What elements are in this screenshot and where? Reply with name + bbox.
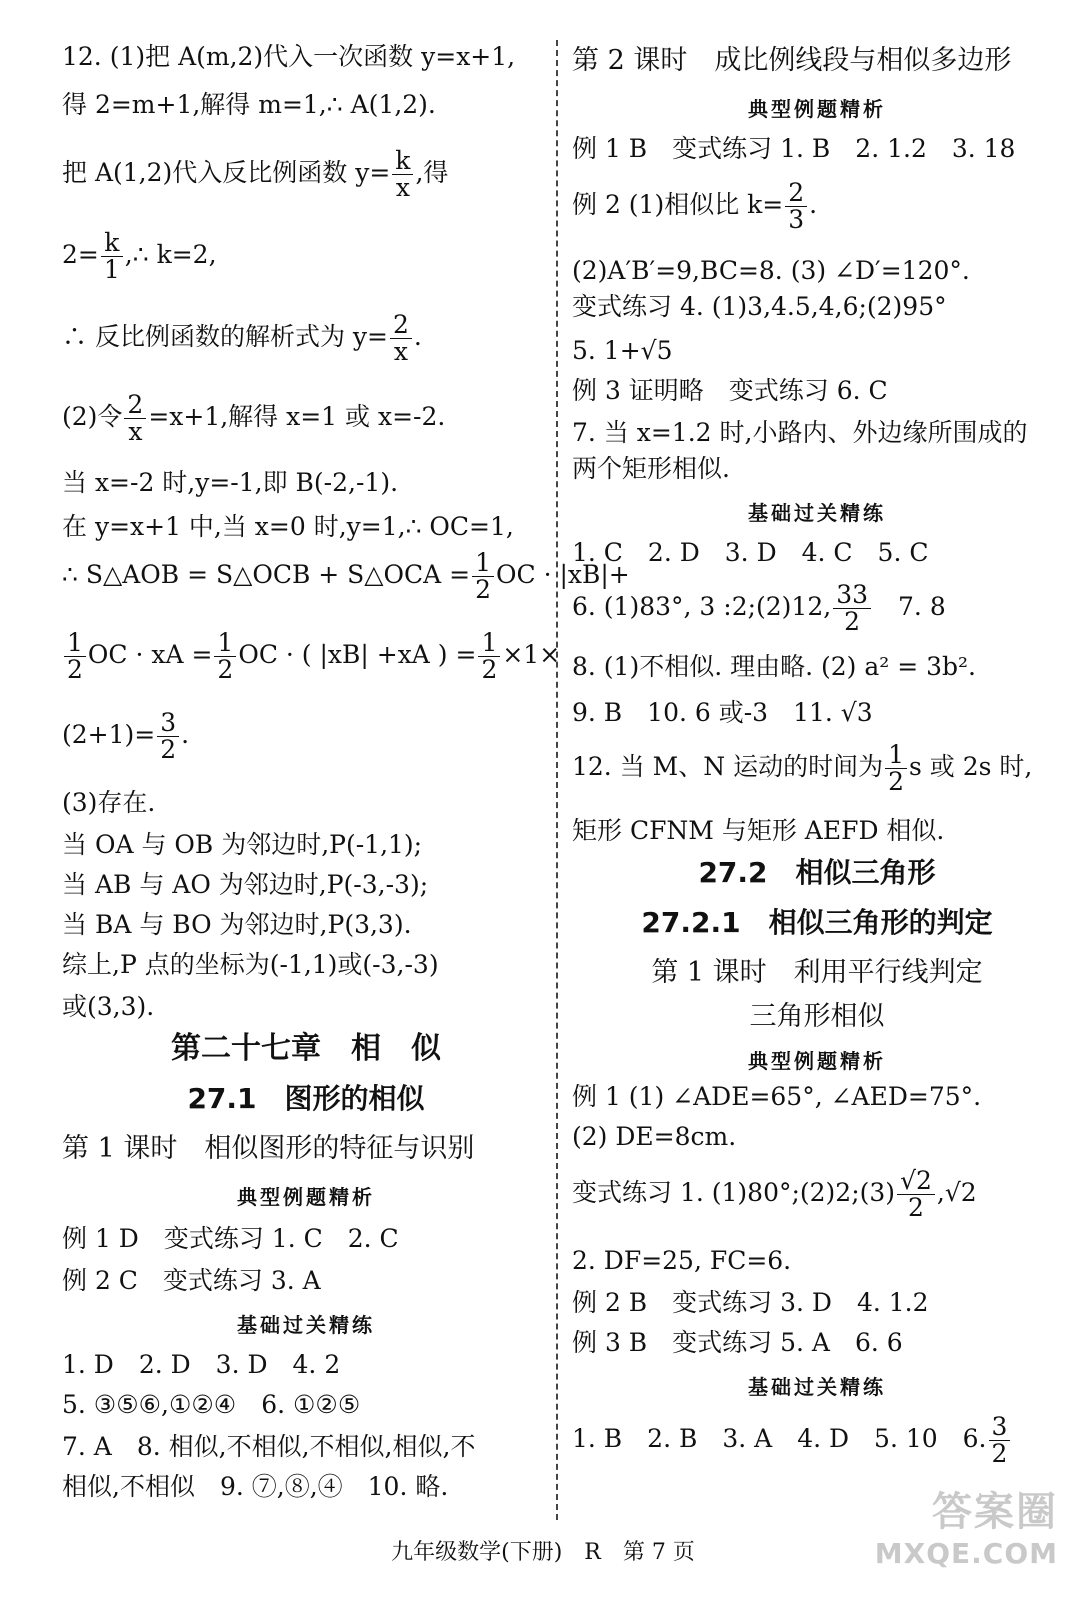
- text-line: 例 1 B 变式练习 1. B 2. 1.2 3. 18: [572, 134, 1016, 163]
- text: ,得: [415, 158, 449, 187]
- numerator: 2: [124, 392, 146, 419]
- fraction: [392, 148, 413, 201]
- denominator: 2: [160, 735, 177, 764]
- text-line: 矩形 CFNM 与矩形 AEFD 相似.: [572, 816, 945, 845]
- text-line: [62, 148, 448, 201]
- text-line: 相似,不相似 9. ⑦,⑧,④ 10. 略.: [62, 1472, 449, 1501]
- subsection-title: 典型例题精析: [748, 1049, 886, 1073]
- text-line: 得 2=m+1,解得 m=1,∴ A(1,2).: [62, 90, 436, 119]
- text: 1. B 2. B 3. A 4. D 5. 10 6.: [572, 1424, 987, 1453]
- text-line: 8. (1)不相似. 理由略. (2) a² = 3b².: [572, 652, 977, 681]
- chapter-title: 第二十七章 相 似: [171, 1031, 441, 1066]
- page-footer: 九年级数学(下册) R 第 7 页: [391, 1540, 695, 1565]
- denominator: x: [128, 417, 143, 446]
- watermark-url: MXQE.COM: [874, 1537, 1058, 1570]
- text-line: 变式练习 4. (1)3,4.5,4,6;(2)95°: [572, 292, 947, 321]
- text: (2+1)=: [62, 720, 156, 749]
- numerator: 1: [478, 630, 500, 657]
- text: =x+1,解得 x=1 或 x=-2.: [148, 402, 446, 431]
- fraction: [885, 742, 907, 795]
- text: 6. (1)83°, 3 :2;(2)12,: [572, 592, 832, 621]
- fraction: [478, 630, 500, 683]
- fraction: [124, 392, 146, 445]
- denominator: 3: [788, 205, 805, 234]
- lesson-title: 第 1 课时 利用平行线判定: [651, 957, 983, 988]
- lesson-title: 第 1 课时 相似图形的特征与识别: [62, 1133, 475, 1164]
- numerator: 2: [390, 312, 412, 339]
- numerator: 2: [785, 180, 807, 207]
- denominator: 1: [103, 255, 120, 284]
- fraction: [101, 230, 123, 283]
- text-line: [572, 1414, 1012, 1467]
- fraction: [157, 710, 179, 763]
- fraction: [214, 630, 236, 683]
- text-line: 例 1 D 变式练习 1. C 2. C: [62, 1224, 399, 1253]
- text: s 或 2s 时,: [908, 752, 1033, 781]
- text-line: [62, 230, 217, 283]
- text-line: 例 1 (1) ∠ADE=65°, ∠AED=75°.: [572, 1082, 982, 1111]
- text: 2=: [62, 240, 99, 269]
- text-line: 在 y=x+1 中,当 x=0 时,y=1,∴ OC=1,: [62, 512, 514, 541]
- numerator: 33: [833, 582, 871, 609]
- text-line: 例 2 C 变式练习 3. A: [62, 1266, 321, 1295]
- text-line: 例 3 B 变式练习 5. A 6. 6: [572, 1328, 903, 1357]
- watermark-logo: [875, 1480, 1058, 1570]
- numerator: 3: [157, 710, 179, 737]
- subsection-title: 基础过关精练: [237, 1313, 375, 1337]
- text: ∴ 反比例函数的解析式为 y=: [62, 322, 388, 351]
- denominator: x: [395, 173, 410, 202]
- numerator: 1: [472, 550, 494, 577]
- numerator: √2: [897, 1168, 935, 1195]
- denominator: 2: [908, 1193, 924, 1222]
- text-line: (2) DE=8cm.: [572, 1122, 737, 1151]
- text: 例 2 (1)相似比 k=: [572, 190, 784, 219]
- text-line: (2)A′B′=9,BC=8. (3) ∠D′=120°.: [572, 256, 970, 285]
- numerator: 3: [989, 1414, 1011, 1441]
- denominator: 2: [844, 607, 861, 636]
- numerator: 1: [214, 630, 236, 657]
- denominator: 2: [475, 575, 491, 604]
- fraction: [989, 1414, 1011, 1467]
- text: ×1×: [502, 640, 561, 669]
- text-line: 或(3,3).: [62, 992, 155, 1021]
- text: 7. 8: [873, 592, 946, 621]
- denominator: 2: [67, 655, 83, 684]
- numerator: 1: [885, 742, 907, 769]
- text: OC · ( |xB| +xA ) =: [238, 640, 477, 669]
- text-line: 当 OA 与 OB 为邻边时,P(-1,1);: [62, 830, 423, 859]
- lesson-title: 第 2 课时 成比例线段与相似多边形: [572, 45, 1012, 76]
- subsection-title: 典型例题精析: [237, 1185, 375, 1209]
- text: .: [809, 190, 818, 219]
- text-line: 例 3 证明略 变式练习 6. C: [572, 376, 888, 405]
- text-line: [62, 550, 630, 603]
- text: .: [181, 720, 190, 749]
- text-line: 7. A 8. 相似,不相似,不相似,相似,不: [62, 1432, 476, 1461]
- lesson-title: 三角形相似: [749, 1001, 885, 1032]
- text-line: 2. DF=25, FC=6.: [572, 1246, 792, 1275]
- section-title: 27.2.1 相似三角形的判定: [641, 906, 993, 939]
- text-line: [62, 312, 422, 365]
- text-line: 9. B 10. 6 或-3 11. √3: [572, 698, 873, 727]
- text: ∴ S△AOB = S△OCB + S△OCA =: [62, 560, 471, 589]
- text-line: 5. ③⑤⑥,①②④ 6. ①②⑤: [62, 1390, 361, 1419]
- text-line: [62, 630, 560, 683]
- text: OC · xA =: [87, 640, 213, 669]
- text: (2)令: [62, 402, 123, 431]
- text-line: 例 2 B 变式练习 3. D 4. 1.2: [572, 1288, 929, 1317]
- fraction: [64, 630, 86, 683]
- text-line: [572, 180, 817, 233]
- text-line: [572, 1168, 977, 1221]
- text-line: 两个矩形相似.: [572, 454, 730, 483]
- text: 变式练习 1. (1)80°;(2)2;(3): [572, 1178, 896, 1207]
- text-line: 1. C 2. D 3. D 4. C 5. C: [572, 538, 929, 567]
- section-title: 27.1 图形的相似: [187, 1082, 425, 1115]
- text: OC · |xB|+: [496, 560, 630, 589]
- text-line: [62, 392, 445, 445]
- text-line: 当 x=-2 时,y=-1,即 B(-2,-1).: [62, 468, 399, 497]
- subsection-title: 基础过关精练: [748, 501, 886, 525]
- fraction: [785, 180, 807, 233]
- watermark-text: 答案圈: [932, 1489, 1058, 1535]
- text-line: [572, 742, 1032, 795]
- text-line: 5. 1+√5: [572, 336, 673, 365]
- text-line: 7. 当 x=1.2 时,小路内、外边缘所围成的: [572, 418, 1028, 447]
- denominator: 2: [991, 1439, 1008, 1468]
- numerator: 1: [64, 630, 86, 657]
- subsection-title: 基础过关精练: [748, 1375, 886, 1399]
- denominator: x: [393, 337, 408, 366]
- text-line: 综上,P 点的坐标为(-1,1)或(-3,-3): [62, 950, 439, 979]
- fraction: [833, 582, 871, 635]
- text-line: 当 BA 与 BO 为邻边时,P(3,3).: [62, 910, 412, 939]
- text: .: [413, 322, 422, 351]
- subsection-title: 典型例题精析: [748, 97, 886, 121]
- text: ,√2: [936, 1178, 977, 1207]
- denominator: 2: [217, 655, 234, 684]
- numerator: k: [392, 148, 413, 175]
- denominator: 2: [888, 767, 904, 796]
- text-line: 12. (1)把 A(m,2)代入一次函数 y=x+1,: [62, 42, 516, 71]
- fraction: [390, 312, 412, 365]
- column-divider: [556, 40, 558, 1520]
- text: 把 A(1,2)代入反比例函数 y=: [62, 158, 391, 187]
- text: 12. 当 M、N 运动的时间为: [572, 752, 884, 781]
- text-line: (3)存在.: [62, 788, 156, 817]
- numerator: k: [101, 230, 123, 257]
- text-line: 1. D 2. D 3. D 4. 2: [62, 1350, 341, 1379]
- section-title: 27.2 相似三角形: [698, 856, 936, 889]
- text-line: 当 AB 与 AO 为邻边时,P(-3,-3);: [62, 870, 429, 899]
- fraction: [897, 1168, 935, 1221]
- text-line: [62, 710, 189, 763]
- text-line: [572, 582, 946, 635]
- denominator: 2: [481, 655, 498, 684]
- text: ,∴ k=2,: [124, 240, 217, 269]
- fraction: [472, 550, 494, 603]
